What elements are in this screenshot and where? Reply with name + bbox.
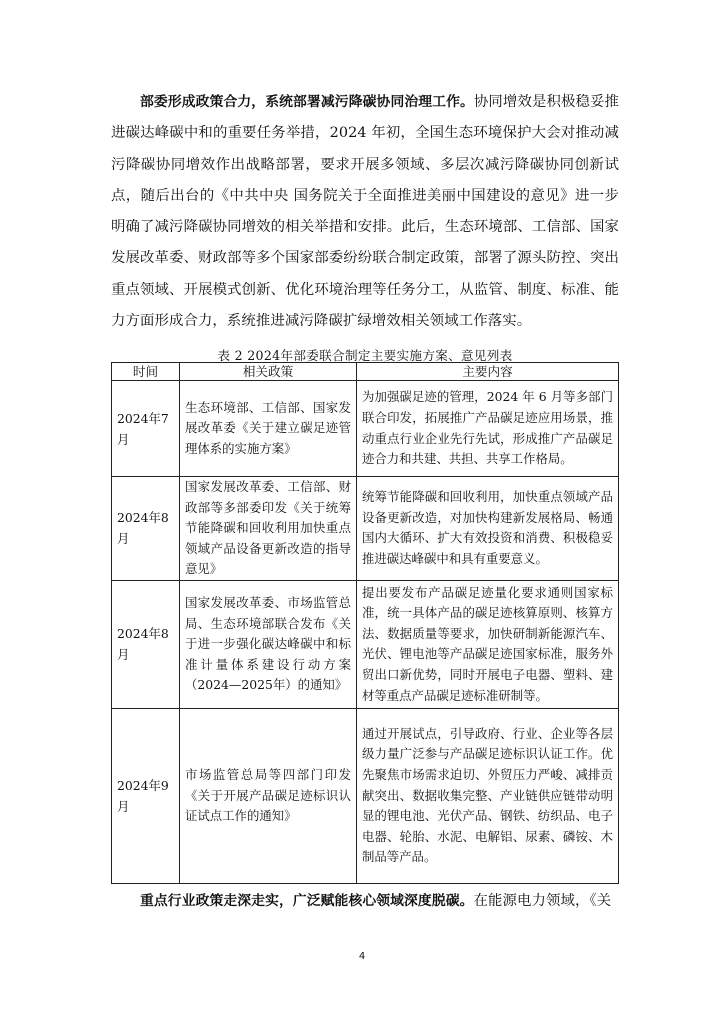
policy-table <box>111 362 619 884</box>
cell-time: 2024年8月 <box>112 580 180 708</box>
table-row <box>112 708 619 883</box>
header-time: 时间 <box>112 363 180 381</box>
cell-time: 2024年9月 <box>112 708 180 883</box>
cell-policy: 国家发展改革委、工信部、财政部等多部委印发《关于统筹节能降碳和回收利用加快重点领域产品设备更新改造的指导意见》 <box>180 477 357 581</box>
paragraph-body: 协同增效是积极稳妥推进碳达峰碳中和的重要任务举措，2024 年初，全国生态环境保护大会对推动减污降碳协同增效作出战略部署，要求开展多领域、多层次减污降碳协同创新试点，随后出台的《中共中央 国务院关于全面推进美丽中国建设的意见》进一步明确了减污降碳协同增效的相关举措和安排。此后，生态环境部、工信部、国家发展改革委、财政部等多个国家部委纷纷联合制定政策，部署了源头防控、突出重点领域、开展模式创新、优化环境治理等任务分工，从监管、制度、标准、能力方面形成合力，系统推进减污降碳扩绿增效相关领域工作落实。 <box>111 94 619 330</box>
cell-policy: 市场监管总局等四部门印发《关于开展产品碳足迹标识认证试点工作的通知》 <box>180 708 357 883</box>
cell-content: 通过开展试点，引导政府、行业、企业等各层级力量广泛参与产品碳足迹标识认证工作。优先聚焦市场需求迫切、外贸压力严峻、减排贡献突出、数据收集完整、产业链供应链带动明显的锂电池、光伏产品、钢铁、纺织品、电子电器、轮胎、水泥、电解铝、尿素、磷铵、木制品等产品。 <box>357 708 619 883</box>
table-row <box>112 580 619 708</box>
table-caption: 表 2 2024年部委联合制定主要实施方案、意见列表 <box>217 348 513 363</box>
cell-content: 提出要发布产品碳足迹量化要求通则国家标准，统一具体产品的碳足迹核算原则、核算方法、数据质量等要求，加快研制新能源汽车、光伏、锂电池等产品碳足迹国家标准，服务外贸出口新优势，同时开展电子电器、塑料、建材等重点产品碳足迹标准研制等。 <box>357 580 619 708</box>
cell-policy: 国家发展改革委、市场监管总局、生态环境部联合发布《关于进一步强化碳达峰碳中和标准计量体系建设行动方案（2024—2025年）的通知》 <box>180 580 357 708</box>
paragraph-policy-synergy <box>111 87 619 337</box>
table-header-row <box>112 363 619 381</box>
table-row <box>112 477 619 581</box>
paragraph-lead: 部委形成政策合力，系统部署减污降碳协同治理工作。 <box>140 94 474 110</box>
cell-policy: 生态环境部、工信部、国家发展改革委《关于建立碳足迹管理体系的实施方案》 <box>180 381 357 477</box>
header-content: 主要内容 <box>357 363 619 381</box>
cell-time: 2024年7月 <box>112 381 180 477</box>
page-number: 4 <box>358 951 366 962</box>
paragraph-body: 在能源电力领域，《关 <box>473 893 612 909</box>
cell-content: 为加强碳足迹的管理，2024 年 6 月等多部门联合印发，拓展推广产品碳足迹应用场景，推动重点行业企业先行先试，形成推广产品碳足迹合力和共建、共担、共享工作格局。 <box>357 381 619 477</box>
cell-content: 统筹节能降碳和回收利用，加快重点领域产品设备更新改造，对加快构建新发展格局、畅通国内大循环、扩大有效投资和消费、积极稳妥推进碳达峰碳中和具有重要意义。 <box>357 477 619 581</box>
cell-time: 2024年8月 <box>112 477 180 581</box>
header-policy: 相关政策 <box>180 363 357 381</box>
table-row <box>112 381 619 477</box>
paragraph-industry-policy <box>111 886 619 917</box>
paragraph-lead: 重点行业政策走深走实，广泛赋能核心领域深度脱碳。 <box>140 893 474 909</box>
